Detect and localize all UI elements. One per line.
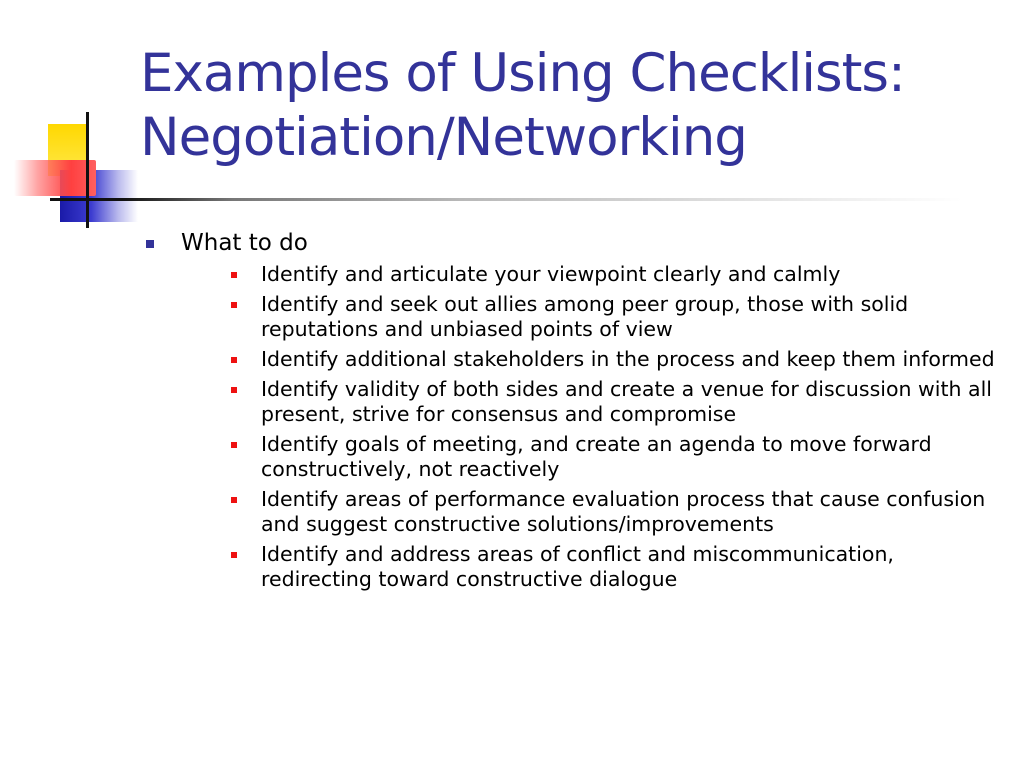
sub-list-item — [181, 292, 1006, 342]
sub-list-item-text: Identify goals of meeting, and create an agenda to move forward constructively, not reactively — [261, 432, 932, 481]
slide-title — [140, 42, 1010, 170]
bullet-list — [146, 228, 1006, 592]
title-underline-rule — [50, 198, 962, 201]
slide-body — [146, 228, 1006, 597]
square-bullet-icon — [231, 302, 237, 308]
vertical-rule — [86, 112, 89, 228]
sub-list-item — [181, 262, 1006, 287]
sub-list-item — [181, 347, 1006, 372]
sub-bullet-list — [181, 262, 1006, 592]
sub-list-item-text: Identify and articulate your viewpoint clearly and calmly — [261, 262, 841, 286]
slide-title-line-2: Negotiation/Networking — [140, 107, 747, 168]
square-bullet-icon — [231, 552, 237, 558]
square-bullet-icon — [231, 442, 237, 448]
list-item-text: What to do — [181, 230, 308, 256]
square-bullet-icon — [231, 497, 237, 503]
sub-list-item-text: Identify areas of performance evaluation process that cause confusion and suggest constructive solutions/improvements — [261, 487, 986, 536]
sub-list-item — [181, 487, 1006, 537]
list-item — [146, 228, 1006, 592]
sub-list-item — [181, 432, 1006, 482]
sub-list-item — [181, 542, 1006, 592]
sub-list-item-text: Identify and seek out allies among peer group, those with solid reputations and unbiased points of view — [261, 292, 909, 341]
sub-list-item — [181, 377, 1006, 427]
sub-list-item-text: Identify and address areas of conflict and miscommunication, redirecting toward constructive dialogue — [261, 542, 894, 591]
square-bullet-icon — [231, 357, 237, 363]
red-block — [14, 160, 96, 196]
sub-list-item-text: Identify additional stakeholders in the process and keep them informed — [261, 347, 995, 371]
slide-title-line-1: Examples of Using Checklists: — [140, 43, 905, 104]
square-bullet-icon — [231, 272, 237, 278]
square-bullet-icon — [146, 240, 154, 248]
square-bullet-icon — [231, 387, 237, 393]
sub-list-item-text: Identify validity of both sides and create a venue for discussion with all present, strive for consensus and compromise — [261, 377, 992, 426]
